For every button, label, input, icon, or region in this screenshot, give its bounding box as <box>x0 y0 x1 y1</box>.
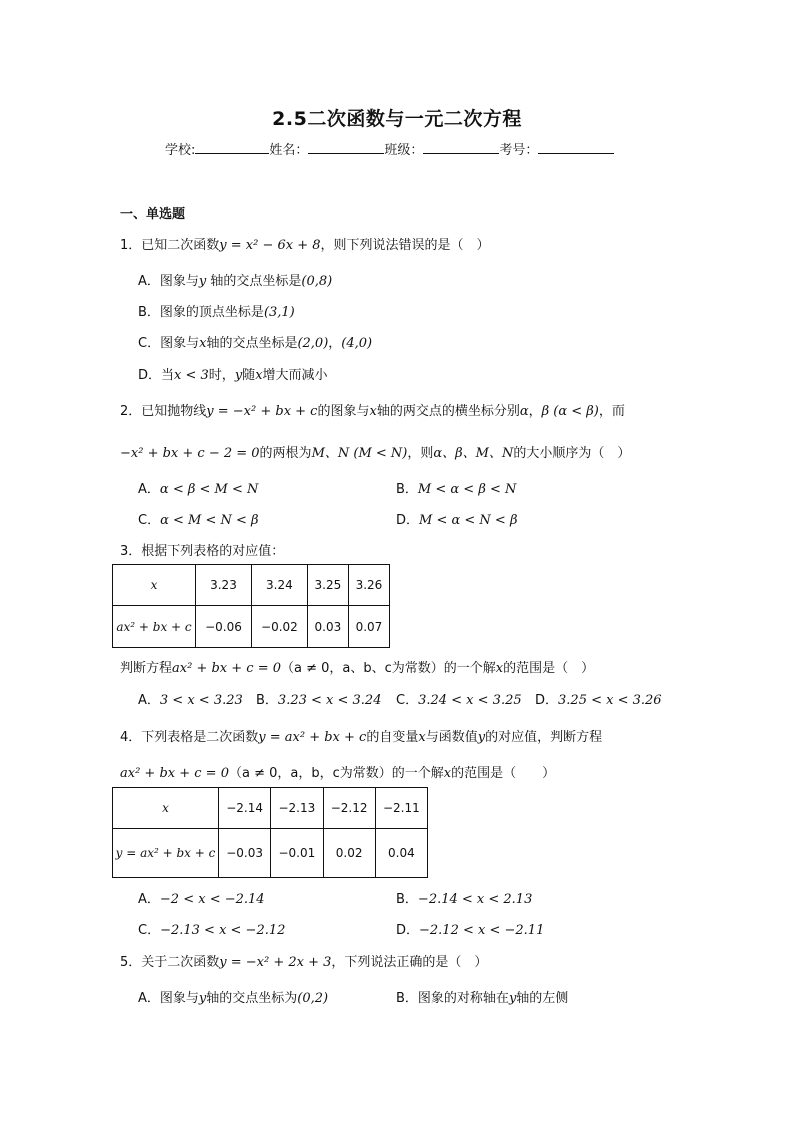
school-field[interactable] <box>195 141 269 154</box>
table-cell: 3.24 <box>251 565 307 606</box>
question-2-stem-line2: −x² + bx + c − 2 = 0的两根为M、N (M < N)，则α、β、M、N的大小顺序为（ ） <box>120 446 631 461</box>
table-cell: 3.23 <box>196 565 252 606</box>
table-cell: 3.26 <box>348 565 389 606</box>
class-field[interactable] <box>423 141 499 154</box>
table-cell: −2.14 <box>219 788 271 829</box>
exam-no-field[interactable] <box>538 141 614 154</box>
q2-option-b[interactable]: B．M < α < β < N <box>396 482 517 497</box>
question-2-stem-line1: 2．已知抛物线y = −x² + bx + c的图象与x轴的两交点的横坐标分别α，β (α < β)，而 <box>120 404 625 419</box>
q4-option-c[interactable]: C．−2.13 < x < −2.12 <box>138 923 286 938</box>
q1-option-a[interactable]: A．图象与y 轴的交点坐标是(0,8) <box>138 274 333 289</box>
q3-option-d[interactable]: D．3.25 < x < 3.26 <box>535 693 662 708</box>
q1-option-d[interactable]: D．当x < 3时，y随x增大而减小 <box>138 368 328 383</box>
section-title: 一、单选题 <box>120 207 186 222</box>
q4-option-d[interactable]: D．−2.12 < x < −2.11 <box>396 923 545 938</box>
q1-option-c[interactable]: C．图象与x轴的交点坐标是(2,0)，(4,0) <box>138 336 373 351</box>
table-cell: −0.01 <box>271 829 323 878</box>
table-cell: 3.25 <box>307 565 348 606</box>
q3-option-b[interactable]: B．3.23 < x < 3.24 <box>256 693 382 708</box>
table-header-cell: x <box>113 788 219 829</box>
student-info-line <box>165 139 614 158</box>
q2-option-c[interactable]: C．α < M < N < β <box>138 513 259 528</box>
exam-no-label: 考号： <box>499 143 539 158</box>
q4-table <box>112 787 428 878</box>
name-label: 姓名： <box>269 143 309 158</box>
q5-formula: y = −x² + 2x + 3 <box>219 955 332 970</box>
q3-option-c[interactable]: C．3.24 < x < 3.25 <box>396 693 522 708</box>
q4-option-b[interactable]: B．−2.14 < x < 2.13 <box>396 892 533 907</box>
table-cell: −0.03 <box>219 829 271 878</box>
name-field[interactable] <box>308 141 384 154</box>
table-cell: −0.02 <box>251 606 307 648</box>
q1-formula: y = x² − 6x + 8 <box>219 238 321 253</box>
question-4-stem-line1: 4．下列表格是二次函数y = ax² + bx + c的自变量x与函数值y的对应值，判断方程 <box>120 730 603 745</box>
school-label: 学校: <box>165 143 196 158</box>
table-cell: −2.13 <box>271 788 323 829</box>
table-cell: −0.06 <box>196 606 252 648</box>
q3-option-a[interactable]: A．3 < x < 3.23 <box>138 693 243 708</box>
question-5-stem: 5．关于二次函数y = −x² + 2x + 3，下列说法正确的是（ ） <box>120 955 488 970</box>
table-cell: −2.11 <box>375 788 427 829</box>
page-title: 2.5二次函数与一元二次方程 <box>272 108 522 130</box>
table-header-cell: ax² + bx + c <box>113 606 196 648</box>
table-cell: 0.07 <box>348 606 389 648</box>
q2-option-d[interactable]: D．M < α < N < β <box>396 513 518 528</box>
table-cell: 0.03 <box>307 606 348 648</box>
class-label: 班级： <box>384 143 424 158</box>
question-3-judge: 判断方程ax² + bx + c = 0（a ≠ 0，a、b、c为常数）的一个解x的范围是（ ） <box>120 661 595 676</box>
table-cell: 0.04 <box>375 829 427 878</box>
q2-option-a[interactable]: A．α < β < M < N <box>138 482 259 497</box>
table-cell: 0.02 <box>323 829 375 878</box>
q4-option-a[interactable]: A．−2 < x < −2.14 <box>138 892 265 907</box>
table-header-cell: x <box>113 565 196 606</box>
q3-table <box>112 564 390 648</box>
question-4-stem-line2: ax² + bx + c = 0（a ≠ 0，a，b，c为常数）的一个解x的范围是（ ） <box>120 766 556 781</box>
q1-option-b[interactable]: B．图象的顶点坐标是(3,1) <box>138 305 295 320</box>
q5-option-b[interactable]: B．图象的对称轴在y轴的左侧 <box>396 991 569 1006</box>
q5-option-a[interactable]: A．图象与y轴的交点坐标为(0,2) <box>138 991 329 1006</box>
table-header-cell: y = ax² + bx + c <box>113 829 219 878</box>
question-3-stem: 3．根据下列表格的对应值： <box>120 544 285 559</box>
table-cell: −2.12 <box>323 788 375 829</box>
question-1-stem: 1．已知二次函数y = x² − 6x + 8，则下列说法错误的是（ ） <box>120 238 490 253</box>
